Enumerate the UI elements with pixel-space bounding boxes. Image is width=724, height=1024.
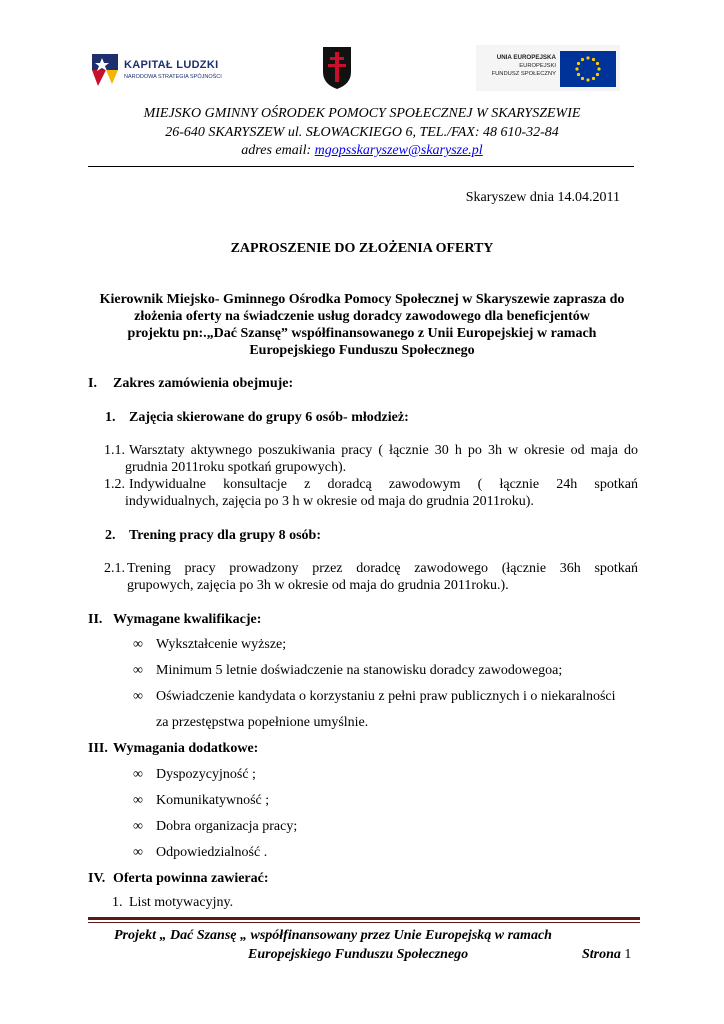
- item-2-1-number: 2.1.: [104, 561, 125, 576]
- bullet-icon: ∞: [133, 793, 143, 808]
- bullet-icon: ∞: [133, 637, 143, 652]
- skaryszew-crest: [322, 46, 352, 90]
- bullet-icon: ∞: [133, 819, 143, 834]
- page-label: Strona: [582, 947, 621, 962]
- item-1-2-number: 1.2.: [104, 477, 125, 492]
- bullet-icon: ∞: [133, 663, 143, 678]
- qualification-item-continuation: za przestępstwa popełnione umyślnie.: [156, 715, 369, 730]
- intro-line-1: Kierownik Miejsko- Gminnego Ośrodka Pomocy Społecznej w Skaryszewie zaprasza do: [99, 292, 625, 307]
- requirement-item: Dyspozycyjność ;: [156, 767, 256, 782]
- subsection-1-heading: Zajęcia skierowane do grupy 6 osób- młodzież:: [129, 410, 409, 425]
- footer-line2: Europejskiego Funduszu Społecznego: [248, 947, 469, 962]
- eu-logo-line2: EUROPEJSKI: [519, 63, 556, 69]
- kapital-ludzki-emblem-icon: [88, 50, 122, 90]
- item-1-1-number: 1.1.: [104, 443, 125, 458]
- item-2-1-line2: grupowych, zajęcia po 3h w okresie od maja do grudnia 2011roku.).: [127, 578, 509, 593]
- section-1-heading: Zakres zamówienia obejmuje:: [113, 376, 294, 391]
- page-number: [582, 947, 631, 963]
- header-email-line: [0, 143, 724, 159]
- requirement-item: Komunikatywność ;: [156, 793, 270, 808]
- eu-logo-line1: UNIA EUROPEJSKA: [496, 54, 556, 61]
- item-1-2-line1: Indywidualne konsultacje z doradcą zawodowym ( łącznie 24h spotkań: [129, 477, 638, 492]
- qualification-item: Oświadczenie kandydata o korzystaniu z pełni praw publicznych i o niekaralności: [156, 689, 616, 704]
- requirement-item: Odpowiedzialność .: [156, 845, 268, 860]
- eu-logo-line3: FUNDUSZ SPOŁECZNY: [491, 71, 556, 77]
- section-3-heading: Wymagania dodatkowe:: [113, 741, 259, 756]
- intro-line-3: projektu pn:.„Dać Szansę” współfinansowanego z Unii Europejskiej w ramach: [127, 326, 597, 341]
- section-2-number: II.: [88, 612, 103, 627]
- requirement-item: Dobra organizacja pracy;: [156, 819, 298, 834]
- bullet-icon: ∞: [133, 689, 143, 704]
- qualification-item: Wykształcenie wyższe;: [156, 637, 287, 652]
- subsection-2-number: 2.: [105, 528, 116, 543]
- eu-logo-text: [492, 54, 556, 78]
- bullet-icon: ∞: [133, 767, 143, 782]
- intro-line-2: złożenia oferty na świadczenie usług doradcy zawodowego dla beneficjentów: [134, 309, 590, 324]
- header-divider: [88, 166, 634, 167]
- header-line2: 26-640 SKARYSZEW ul. SŁOWACKIEGO 6, TEL./FAX: 48 610-32-84: [165, 125, 559, 140]
- footer-line1: Projekt „ Dać Szansę „ współfinansowany przez Unie Europejską w ramach: [114, 928, 552, 943]
- section-3-number: III.: [88, 741, 108, 756]
- item-2-1-line1: Trening pracy prowadzony przez doradcę zawodowego (łącznie 36h spotkań: [127, 561, 638, 576]
- email-prefix: adres email:: [241, 143, 315, 158]
- header-line1: MIEJSKO GMINNY OŚRODEK POMOCY SPOŁECZNEJ W SKARYSZEWIE: [143, 106, 581, 121]
- section-4-number: IV.: [88, 871, 106, 886]
- qualification-item: Minimum 5 letnie doświadczenie na stanowisku doradcy zawodowegoa;: [156, 663, 563, 678]
- intro-line-4: Europejskiego Funduszu Społecznego: [249, 343, 475, 358]
- eu-efs-logo: [476, 45, 620, 91]
- section-1-number: I.: [88, 376, 97, 391]
- subsection-1-number: 1.: [105, 410, 116, 425]
- subsection-2-heading: Trening pracy dla grupy 8 osób:: [129, 528, 322, 543]
- email-link[interactable]: mgopsskaryszew@skarysze.pl: [314, 143, 483, 158]
- page-num: 1: [624, 947, 632, 962]
- section-4-heading: Oferta powinna zawierać:: [113, 871, 269, 886]
- kapital-ludzki-logo: [88, 50, 230, 90]
- kapital-ludzki-title: KAPITAŁ LUDZKI: [124, 59, 219, 71]
- eu-flag-icon: [560, 51, 616, 87]
- footer-divider-thick: [88, 917, 640, 920]
- document-title: ZAPROSZENIE DO ZŁOŻENIA OFERTY: [230, 241, 494, 256]
- item-1-1-line2: grudnia 2011roku spotkań grupowych).: [125, 460, 347, 475]
- offer-item-text: List motywacyjny.: [129, 895, 234, 910]
- offer-item-number: 1.: [112, 895, 123, 910]
- kapital-ludzki-subtitle: NARODOWA STRATEGIA SPÓJNOŚCI: [124, 74, 222, 80]
- coat-of-arms-icon: [322, 46, 352, 90]
- footer-divider-thin: [88, 922, 640, 923]
- item-1-2-line2: indywidualnych, zajęcia po 3 h w okresie od maja do grudnia 2011roku).: [125, 494, 534, 509]
- document-date: Skaryszew dnia 14.04.2011: [465, 190, 620, 205]
- section-2-heading: Wymagane kwalifikacje:: [113, 612, 262, 627]
- bullet-icon: ∞: [133, 845, 143, 860]
- item-1-1-line1: Warsztaty aktywnego poszukiwania pracy ( łącznie 30 h po 3h w okresie od maja do: [129, 443, 638, 458]
